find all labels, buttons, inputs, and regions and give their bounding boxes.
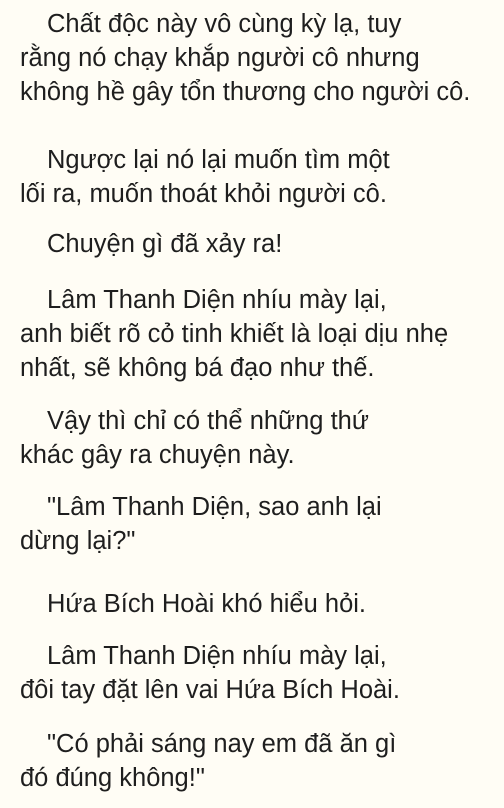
paragraph-3: Chuyện gì đã xảy ra! [47, 230, 283, 258]
paragraph-7: Hứa Bích Hoài khó hiểu hỏi. [47, 590, 366, 618]
paragraph-4: Lâm Thanh Diện nhíu mày lại, anh biết rõ cỏ tinh khiết là loại dịu nhẹ nhất, sẽ không bá đạo như thế. [20, 286, 449, 382]
paragraph-5: Vậy thì chỉ có thể những thứ khác gây ra chuyện này. [20, 407, 369, 469]
paragraph-2: Ngược lại nó lại muốn tìm một lối ra, muốn thoát khỏi người cô. [20, 146, 390, 208]
paragraph-6: "Lâm Thanh Diện, sao anh lại dừng lại?" [20, 493, 382, 555]
paragraph-9: "Có phải sáng nay em đã ăn gì đó đúng không!" [20, 730, 397, 792]
paragraph-1: Chất độc này vô cùng kỳ lạ, tuy rằng nó chạy khắp người cô nhưng không hề gây tổn thương cho người cô. [20, 10, 471, 106]
paragraph-8: Lâm Thanh Diện nhíu mày lại, đôi tay đặt lên vai Hứa Bích Hoài. [20, 642, 400, 704]
